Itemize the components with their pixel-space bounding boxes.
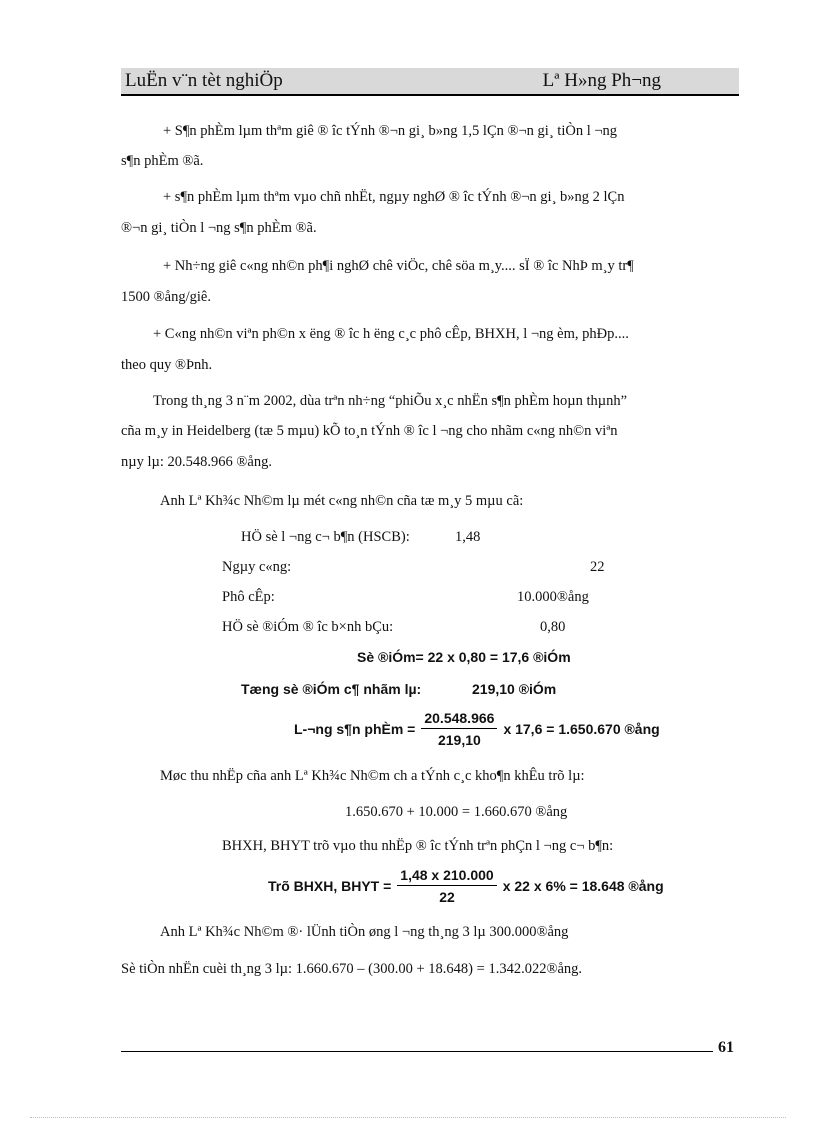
page-header bbox=[121, 68, 739, 96]
paragraph-6: Anh Lª Kh¾c Nh©m lµ mét c«ng nh©n cña tæ m¸y 5 mµu cã: bbox=[160, 493, 524, 509]
product-wage-rhs: x 17,6 = 1.650.670 ®ång bbox=[503, 721, 660, 737]
hscb-value: 1,48 bbox=[455, 529, 481, 545]
product-wage-numerator: 20.548.966 bbox=[421, 710, 497, 729]
points-formula: Sè ®iÓm= 22 x 0,80 = 17,6 ®iÓm bbox=[357, 649, 571, 665]
income-calc: 1.650.670 + 10.000 = 1.660.670 ®ång bbox=[345, 804, 568, 820]
paragraph-1-line-2: s¶n phÈm ®ã. bbox=[121, 153, 204, 169]
product-wage-fraction bbox=[421, 710, 497, 748]
paragraph-5-line-3: nµy lµ: 20.548.966 ®ång. bbox=[121, 454, 272, 470]
insurance-denominator: 22 bbox=[439, 889, 455, 905]
allowance-label: Phô cÊp: bbox=[222, 589, 275, 605]
insurance-formula bbox=[268, 867, 664, 905]
paragraph-5-line-1: Trong th¸ng 3 n¨m 2002, dùa trªn nh÷ng “phiÕu x¸c nhËn s¶n phÈm hoµn thµnh” bbox=[153, 393, 628, 409]
paragraph-5-line-2: cña m¸y in Heidelberg (tæ 5 mµu) kÕ to¸n tÝnh ® îc l ¬ng cho nhãm c«ng nh©n viªn bbox=[121, 423, 618, 439]
hscb-label: HÖ sè l ¬ng c¬ b¶n (HSCB): bbox=[241, 529, 410, 545]
final-amount: Sè tiÒn nhËn cuèi th¸ng 3 lµ: 1.660.670 – (300.00 + 18.648) = 1.342.022®ång. bbox=[121, 961, 583, 977]
insurance-intro: BHXH, BHYT trõ vµo thu nhËp ® îc tÝnh trªn phÇn l ¬ng c¬ b¶n: bbox=[222, 838, 614, 854]
advance-payment: Anh Lª Kh¾c Nh©m ®· lÜnh tiÒn øng l ¬ng th¸ng 3 lµ 300.000®ång bbox=[160, 924, 569, 940]
total-points-value: 219,10 ®iÓm bbox=[472, 681, 557, 697]
author-name: Lª H»ng Ph¬ng bbox=[542, 70, 661, 91]
income-intro: Møc thu nhËp cña anh Lª Kh¾c Nh©m ch a tÝnh c¸c kho¶n khÊu trõ lµ: bbox=[160, 768, 585, 784]
evaluation-coef-label: HÖ sè ®iÓm ® îc b×nh bÇu: bbox=[222, 619, 394, 635]
insurance-lhs: Trõ BHXH, BHYT = bbox=[268, 878, 392, 894]
insurance-numerator: 1,48 x 210.000 bbox=[397, 867, 496, 886]
page-edge-divider bbox=[30, 1117, 786, 1118]
paragraph-2-line-1: + s¶n phÈm lµm thªm vµo chñ nhËt, ngµy nghØ ® îc tÝnh ®¬n gi¸ b»ng 2 lÇn bbox=[163, 189, 625, 205]
evaluation-coef-value: 0,80 bbox=[540, 619, 566, 635]
paragraph-3-line-2: 1500 ®ång/giê. bbox=[121, 289, 211, 305]
thesis-title: LuËn v¨n tèt nghiÖp bbox=[125, 70, 283, 91]
workdays-value: 22 bbox=[590, 559, 605, 575]
paragraph-3-line-1: + Nh÷ng giê c«ng nh©n ph¶i nghØ chê viÖc, chê söa m¸y.... sÏ ® îc NhÞ m¸y tr¶ bbox=[163, 258, 634, 274]
total-points-label: Tæng sè ®iÓm c¶ nhãm lµ: bbox=[241, 681, 422, 697]
paragraph-4-line-2: theo quy ®Þnh. bbox=[121, 357, 213, 373]
workdays-label: Ngµy c«ng: bbox=[222, 559, 292, 575]
paragraph-4-line-1: + C«ng nh©n viªn ph©n x ëng ® îc h ëng c¸c phô cÊp, BHXH, l ¬ng èm, phÐp.... bbox=[153, 326, 629, 342]
insurance-rhs: x 22 x 6% = 18.648 ®ång bbox=[502, 878, 664, 894]
paragraph-2-line-2: ®¬n gi¸ tiÒn l ¬ng s¶n phÈm ®ã. bbox=[121, 220, 317, 236]
product-wage-denominator: 219,10 bbox=[437, 732, 481, 748]
product-wage-formula bbox=[294, 710, 660, 748]
page-number: 61 bbox=[718, 1039, 734, 1056]
product-wage-lhs: L-¬ng s¶n phÈm = bbox=[294, 721, 416, 737]
allowance-value: 10.000®ång bbox=[517, 589, 589, 605]
insurance-fraction bbox=[397, 867, 496, 905]
paragraph-1-line-1: + S¶n phÈm lµm thªm giê ® îc tÝnh ®¬n gi¸ b»ng 1,5 lÇn ®¬n gi¸ tiÒn l ¬ng bbox=[163, 123, 618, 139]
footer-rule bbox=[121, 1051, 713, 1052]
